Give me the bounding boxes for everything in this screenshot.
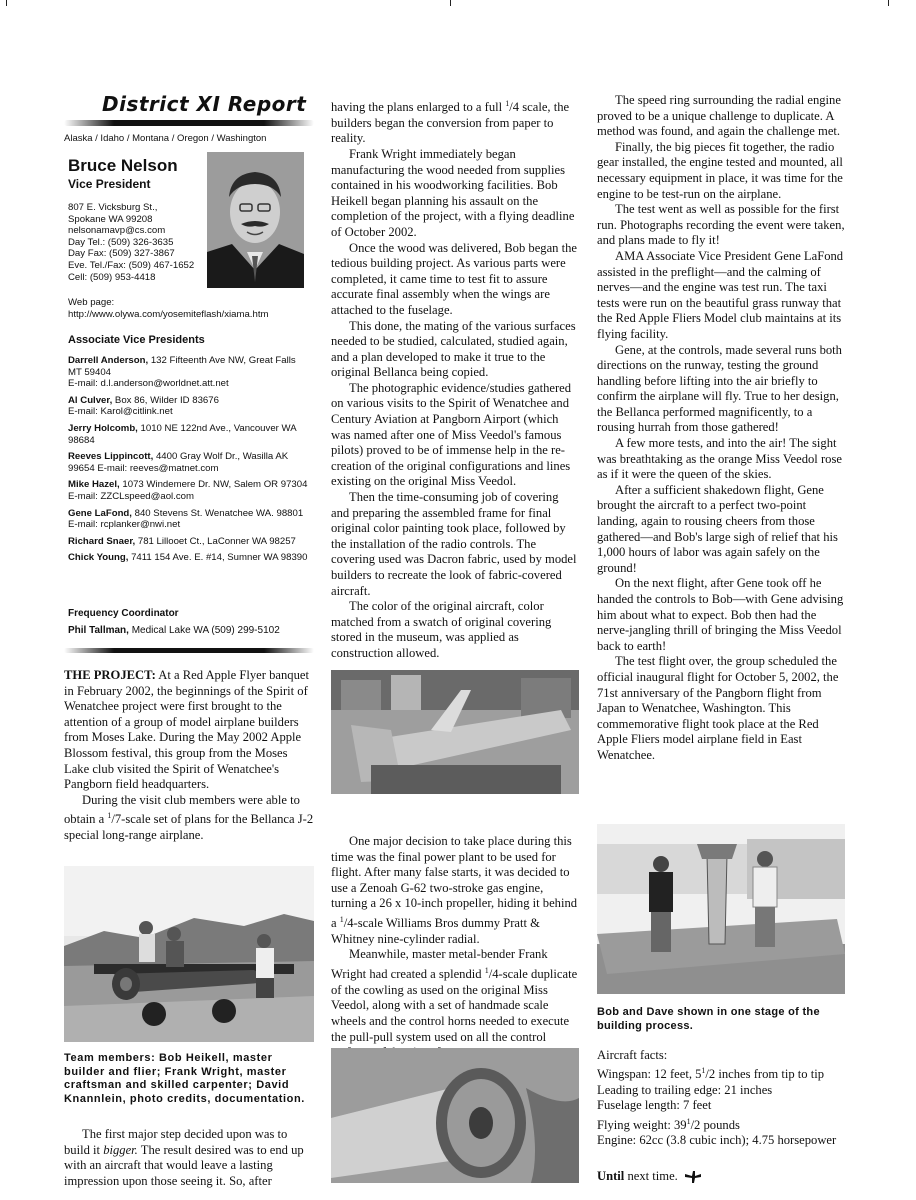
paragraph-text: having the plans enlarged to a full bbox=[331, 100, 506, 115]
paragraph bbox=[331, 834, 579, 947]
assoc-list bbox=[68, 355, 308, 569]
paragraph: The test went as well as possible for the first run. Photographs recording the event were taken, and plans made to fly it! bbox=[597, 202, 845, 248]
fraction-num: 1 bbox=[107, 811, 112, 821]
assoc-entry bbox=[68, 508, 308, 531]
section-divider bbox=[64, 648, 314, 653]
web-url-link[interactable]: http://www.olywa.com/yosemiteflash/xiama.htm bbox=[68, 308, 269, 320]
assoc-address: Box 86, Wilder ID 83676 bbox=[112, 394, 219, 406]
fact-text: pounds bbox=[700, 1118, 740, 1132]
paragraph-text: During the visit club members were able to obtain a bbox=[64, 792, 300, 827]
web-label: Web page: bbox=[68, 297, 115, 308]
vp-day-tel: Day Tel.: (509) 326-3635 bbox=[68, 236, 174, 248]
assoc-address: 1010 NE 122nd Ave., Vancouver WA 98684 bbox=[68, 422, 297, 446]
fact-weight bbox=[597, 1114, 845, 1134]
paragraph: This done, the mating of the various surfaces needed to be studied, calculated, studied again, and a plan developed to make it true to the original Bellanca being copied. bbox=[331, 318, 576, 380]
column-3 bbox=[597, 0, 845, 1200]
airplane-icon bbox=[685, 1171, 701, 1183]
emphasis-text: bigger. bbox=[103, 1142, 138, 1157]
paragraph-text: -scale duplicate of the cowling as used on the original Miss Veedol, along with a set of handmade scale wheels and the control horns needed to execute the pull-pull system used on all the control bbox=[331, 967, 578, 1044]
sign-off bbox=[597, 1169, 701, 1184]
assoc-entry bbox=[68, 479, 308, 502]
vp-title: Vice President bbox=[68, 177, 151, 191]
fraction-num: 1 bbox=[339, 914, 344, 924]
fraction-num: 1 bbox=[686, 1116, 691, 1126]
vp-address-line2: Spokane WA 99208 bbox=[68, 213, 153, 225]
assoc-address: 132 Fifteenth Ave NW, Great Falls MT 59404 bbox=[68, 355, 296, 378]
paragraph: AMA Associate Vice President Gene LaFond assisted in the preflight—and the calming of nerves—and the engine was test run. The taxi tests were run on the beautiful grass runway that the Red Apple Fliers Model club maintains at its flying facility. bbox=[597, 248, 844, 341]
paragraph: A few more tests, and into the air! The sight was breathtaking as the orange Miss Veedol rose as if it were the queen of the skies. bbox=[597, 436, 842, 482]
fraction-num: 1 bbox=[484, 965, 489, 975]
fraction-den: /2 bbox=[690, 1118, 701, 1132]
building-process-photo bbox=[597, 824, 845, 994]
article-body-col3 bbox=[597, 93, 845, 764]
paragraph: The speed ring surrounding the radial engine proved to be a unique challenge to duplicate. A method was found, and again the challenge met. bbox=[597, 93, 841, 139]
assoc-name: Al Culver, bbox=[68, 394, 113, 406]
paragraph bbox=[331, 96, 579, 147]
aircraft-facts bbox=[597, 1048, 845, 1149]
assoc-address: 840 Stevens St. Wenatchee WA. 98801 E-mail: rcplanker@nwi.net bbox=[68, 507, 304, 531]
fact-leading-edge: Leading to trailing edge: 21 inches bbox=[597, 1083, 773, 1097]
assoc-entry bbox=[68, 552, 308, 564]
paragraph: Then the time-consuming job of covering and preparing the assembled frame for final original color painting took place, followed by the installation of the radio controls. The covering used was Dacron fabric, used by model builders to recreate the look of fabric-covered aircraft. bbox=[331, 490, 577, 598]
fact-text: Flying weight: 39 bbox=[597, 1118, 687, 1132]
vp-name: Bruce Nelson bbox=[68, 156, 178, 175]
assoc-entry bbox=[68, 355, 308, 390]
column-1 bbox=[64, 0, 314, 1200]
paragraph-text: scale, the builders began the conversion from paper to reality. bbox=[331, 100, 570, 146]
sign-off-text: next time. bbox=[624, 1169, 678, 1183]
frequency-heading: Frequency Coordinator bbox=[68, 608, 179, 619]
fraction-den: /4 bbox=[343, 916, 354, 931]
assoc-name: Richard Snaer, bbox=[68, 535, 136, 547]
vp-address-line1: 807 E. Vicksburg St., bbox=[68, 202, 158, 213]
paragraph bbox=[64, 1127, 314, 1189]
paragraph: After a sufficient shakedown flight, Gene brought the aircraft to a perfect two-point landing, again to rousing cheers from those gathered—and Bob's large sigh of relief that his 1,000 hours of labor was again safely on the ground! bbox=[597, 482, 838, 575]
sign-off-bold: Until bbox=[597, 1169, 625, 1183]
project-lead: THE PROJECT: bbox=[64, 668, 156, 682]
assoc-name: Chick Young, bbox=[68, 552, 129, 564]
fraction-den: /4 bbox=[509, 100, 520, 115]
fraction-den: /7 bbox=[111, 812, 122, 827]
team-photo bbox=[64, 866, 314, 1042]
fact-wingspan bbox=[597, 1063, 845, 1083]
states-line: Alaska / Idaho / Montana / Oregon / Washington bbox=[64, 133, 267, 144]
fraction-num: 1 bbox=[505, 99, 510, 108]
fact-text: Wingspan: 12 feet, 5 bbox=[597, 1067, 702, 1082]
assoc-name: Reeves Lippincott, bbox=[68, 451, 154, 463]
paragraph bbox=[64, 668, 314, 793]
paragraph: Finally, the big pieces fit together, the radio gear installed, the engine tested and mounted, all necessary equipment in place, it was time for the engine to be test-run on the airplane. bbox=[597, 139, 843, 201]
assoc-entry bbox=[68, 451, 308, 474]
paragraph: On the next flight, after Gene took off he handed the controls to Bob—with Gene advising him about what to expect. Bob then had the nerve-jangling thrill of bringing the Miss Veedol back to earth! bbox=[597, 576, 844, 653]
engine-cowling-photo bbox=[331, 1048, 579, 1183]
column-2 bbox=[331, 0, 579, 1200]
assoc-address: 7411 154 Ave. E. #14, Sumner WA 98390 bbox=[128, 552, 308, 564]
assoc-address: 1073 Windemere Dr. NW, Salem OR 97304 E-mail: ZZCLspeed@aol.com bbox=[68, 479, 308, 502]
vp-day-fax: Day Fax: (509) 327-3867 bbox=[68, 248, 175, 260]
assoc-address: 781 Lillooet Ct., LaConner WA 98257 bbox=[135, 535, 296, 547]
facts-heading: Aircraft facts: bbox=[597, 1048, 668, 1062]
fact-text: inches from tip to tip bbox=[715, 1067, 824, 1082]
assoc-entry bbox=[68, 423, 308, 446]
paragraph bbox=[64, 793, 314, 844]
fact-engine: Engine: 62cc (3.8 cubic inch); 4.75 horsepower bbox=[597, 1133, 837, 1148]
freq-name: Phil Tallman, bbox=[68, 625, 129, 636]
article-body-col1-cont bbox=[64, 1127, 314, 1189]
paragraph: The photographic evidence/studies gathered on various visits to the Spirit of Wenatchee and Century Aviation at Pangborn Airport (which was named after one of Miss Veedol's famous pilots) proved to be of immense help in the re-creation of the original configurations and lines existing on the original Miss Veedol. bbox=[331, 380, 572, 489]
photo-caption-team: Team members: Bob Heikell, master builder and flier; Frank Wright, master craftsman and skilled carpenter; David Knannlein, photo credits, documentation. bbox=[64, 1052, 305, 1105]
photo-caption-building: Bob and Dave shown in one stage of the building process. bbox=[597, 1006, 820, 1032]
paragraph: Gene, at the controls, made several runs both directions on the runway, testing the ground handling before lifting into the air briefly to confirm the airplane will fly. True to her design, the Bellanca performed magnificently, to a rousing hurrah from those gathered! bbox=[597, 342, 842, 435]
assoc-email: E-mail: d.l.anderson@worldnet.att.net bbox=[68, 378, 229, 390]
article-body-col2-cont bbox=[331, 834, 579, 1061]
paragraph-text: Meanwhile, master metal-bender Frank Wright had created a splendid bbox=[331, 947, 548, 982]
assoc-name: Gene LaFond, bbox=[68, 507, 132, 519]
fraction-num: 1 bbox=[701, 1066, 706, 1076]
fraction-den: /2 bbox=[705, 1067, 716, 1082]
vp-cell: Cell: (509) 953-4418 bbox=[68, 271, 156, 283]
assoc-email: E-mail: Karol@citlink.net bbox=[68, 406, 173, 418]
paragraph: Once the wood was delivered, Bob began the tedious building project. As various parts were completed, it came time to test fit to assure accurate final assembly when the wings are attached to the fuselage. bbox=[331, 240, 578, 317]
paragraph: Frank Wright immediately began manufacturing the wood needed from supplies contained in his woodworking facilities. Bob Heikell began planning his assault on the completion of the project, with a flying deadline of October 2002. bbox=[331, 146, 575, 239]
paragraph bbox=[331, 947, 579, 1060]
report-title: District XI Report bbox=[102, 92, 307, 116]
paragraph: The color of the original aircraft, color matched from a swatch of original covering stored in the museum, was applied as construction allowed. bbox=[331, 599, 552, 660]
vp-eve-tel: Eve. Tel./Fax: (509) 467-1652 bbox=[68, 259, 195, 271]
workshop-photo bbox=[331, 670, 579, 794]
paragraph-text: -scale Williams Bros dummy Pratt & Whitney nine-cylinder radial. bbox=[331, 916, 540, 946]
crop-mark bbox=[888, 0, 889, 6]
assoc-heading: Associate Vice Presidents bbox=[68, 334, 205, 346]
assoc-entry bbox=[68, 536, 308, 548]
vp-email[interactable]: nelsonamavp@cs.com bbox=[68, 225, 166, 237]
paragraph-text: The result desired was to end up with an aircraft that would leave a lasting impression upon those seeing it. So, after bbox=[64, 1142, 304, 1188]
title-divider bbox=[64, 120, 314, 126]
vp-contact bbox=[68, 202, 194, 283]
assoc-entry bbox=[68, 395, 308, 418]
assoc-name: Mike Hazel, bbox=[68, 479, 120, 491]
assoc-name: Darrell Anderson, bbox=[68, 355, 149, 366]
paragraph-text: At a Red Apple Flyer banquet in February 2002, the beginnings of the Spirit of Wenatchee project were first brought to the attention of a group of model airplane builders from Moses Lake. During the May 2002 Apple Blossom festival, this group from the Moses Lake club visited the Spirit of Wenatchee's Pangborn field headquarters. bbox=[64, 668, 309, 792]
freq-details: Medical Lake WA (509) 299-5102 bbox=[128, 625, 280, 636]
crop-mark bbox=[6, 0, 7, 6]
frequency-coordinator bbox=[68, 625, 280, 636]
vp-portrait-photo bbox=[207, 152, 304, 288]
fact-fuselage: Fuselage length: 7 feet bbox=[597, 1098, 712, 1113]
article-body-col2 bbox=[331, 96, 579, 662]
paragraph-text: -scale set of plans for the Bellanca J-2 special long-range airplane. bbox=[64, 812, 314, 843]
web-page-block bbox=[68, 297, 268, 320]
fraction-den: /4 bbox=[488, 967, 499, 982]
paragraph-text: One major decision to take place during this time was the final power plant to be used for flight. After many false starts, it was decided to use a Zenoah G-62 two-stroke gas engine, turning a 26 x 10-inch propeller, hiding it behind a bbox=[331, 834, 578, 931]
article-body-col1 bbox=[64, 668, 314, 844]
assoc-address: 4400 Gray Wolf Dr., Wasilla AK 99654 E-mail: reeves@matnet.com bbox=[68, 451, 289, 474]
assoc-name: Jerry Holcomb, bbox=[68, 422, 138, 434]
paragraph: The test flight over, the group scheduled the official inaugural flight for October 5, 2002, the 71st anniversary of the Pangborn flight from Japan to Wenatchee, Washington. This commemorative flight took place at the Red Apple Fliers model airplane field in East Wenatchee. bbox=[597, 654, 839, 762]
paragraph-text: The first major step decided upon was to build it bbox=[64, 1127, 288, 1157]
